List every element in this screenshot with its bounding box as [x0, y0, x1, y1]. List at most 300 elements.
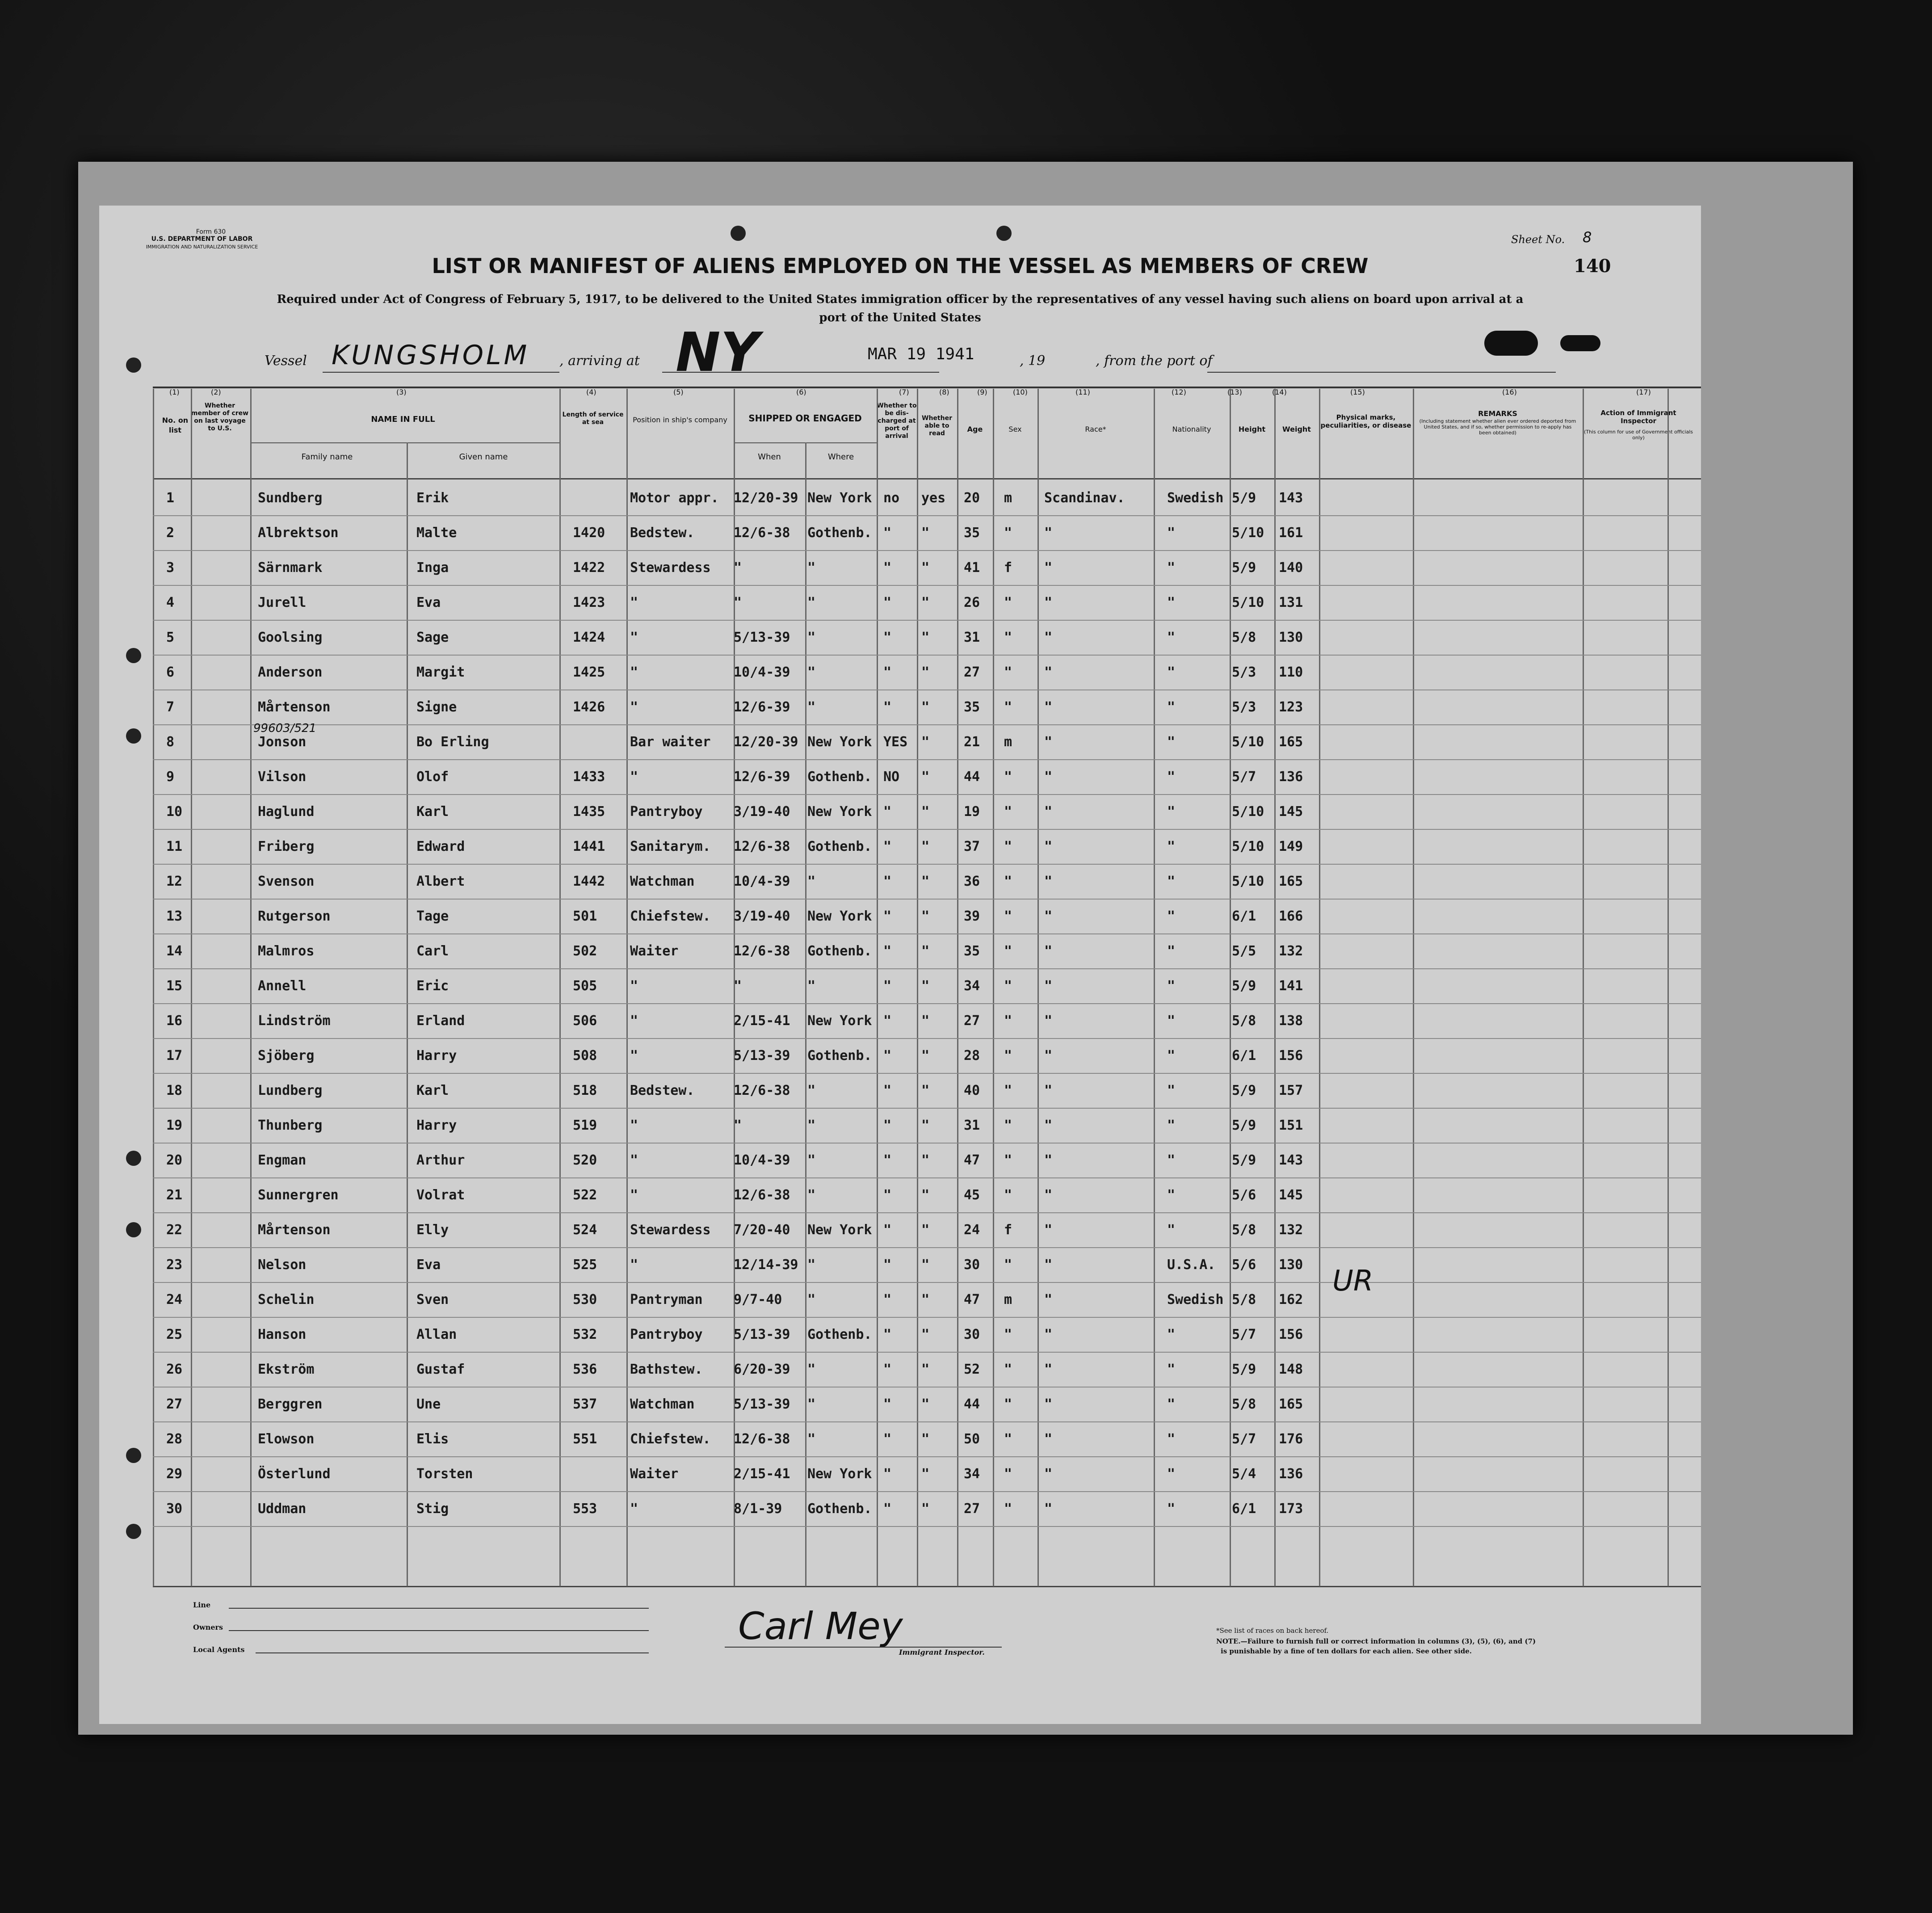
cell-age: 37 — [964, 839, 980, 854]
cell-shipped-when: 12/6-38 — [734, 839, 790, 854]
cell-shipped-where: " — [807, 1187, 816, 1203]
cell-shipped-where: " — [807, 1118, 816, 1133]
cell-family-name: Lindström — [258, 1013, 331, 1029]
arriving-label: , arriving at — [559, 353, 640, 369]
cell-weight: 141 — [1279, 978, 1303, 994]
cell-height: 5/10 — [1232, 874, 1264, 889]
cell-given-name: Gustaf — [416, 1362, 465, 1377]
cell-able-to-read: " — [921, 1431, 930, 1447]
cell-discharged: " — [883, 1083, 892, 1098]
cell-shipped-where: " — [807, 560, 816, 576]
cell-discharged: " — [883, 595, 892, 610]
cell-sex: " — [1004, 525, 1012, 541]
cell-family-name: Svenson — [258, 874, 315, 889]
cell-shipped-when: " — [734, 1118, 742, 1133]
cell-family-name: Sundberg — [258, 490, 323, 506]
cell-sex: " — [1004, 769, 1012, 785]
cell-age: 31 — [964, 630, 980, 645]
table-row — [153, 1421, 1701, 1457]
inspector-label: Immigrant Inspector. — [899, 1648, 985, 1657]
cell-race: " — [1044, 839, 1053, 854]
col-number: (3) — [396, 388, 407, 396]
cell-age: 41 — [964, 560, 980, 576]
table-row — [153, 1352, 1701, 1387]
cell-sex: " — [1004, 839, 1012, 854]
cell-row-number: 10 — [166, 804, 183, 820]
cell-age: 27 — [964, 1501, 980, 1517]
cell-able-to-read: " — [921, 943, 930, 959]
cell-weight: 130 — [1279, 1257, 1303, 1273]
col-head-action: Action of Immigrant Inspector — [1600, 409, 1676, 425]
cell-position: Motor appr. — [630, 490, 719, 506]
cell-family-name: Sunnergren — [258, 1187, 339, 1203]
cell-position: " — [630, 1257, 638, 1273]
cell-able-to-read: " — [921, 1466, 930, 1482]
cell-given-name: Edward — [416, 839, 465, 854]
cell-discharged: " — [883, 1013, 892, 1029]
cell-row-number: 8 — [166, 734, 175, 750]
page-number: 140 — [1574, 256, 1611, 277]
cell-service-length: 502 — [573, 943, 597, 959]
cell-height: 5/8 — [1232, 1222, 1256, 1238]
cell-race: " — [1044, 769, 1053, 785]
cell-position: Bedstew. — [630, 525, 695, 541]
cell-shipped-when: 5/13-39 — [734, 630, 790, 645]
cell-age: 47 — [964, 1152, 980, 1168]
cell-race: " — [1044, 978, 1053, 994]
cell-sex: " — [1004, 595, 1012, 610]
table-row — [153, 515, 1701, 551]
cell-able-to-read: " — [921, 769, 930, 785]
cell-row-number: 19 — [166, 1118, 183, 1133]
cell-height: 5/9 — [1232, 1118, 1256, 1133]
cell-service-length: 537 — [573, 1396, 597, 1412]
col-head-remarks-sub: (Including statement whether alien ever ordered deported from United States, and if so, whether permission to re-apply has been obtained) — [1419, 418, 1576, 436]
cell-race: " — [1044, 1466, 1053, 1482]
cell-given-name: Erik — [416, 490, 449, 506]
sheet-no-value: 8 — [1583, 229, 1592, 246]
cell-nationality: Swedish — [1167, 1292, 1224, 1308]
cell-position: Stewardess — [630, 1222, 711, 1238]
cell-age: 19 — [964, 804, 980, 820]
cell-age: 26 — [964, 595, 980, 610]
table-row — [153, 724, 1701, 760]
cell-row-number: 13 — [166, 908, 183, 924]
cell-shipped-where: Gothenb. — [807, 1501, 872, 1517]
port-underline — [662, 372, 939, 373]
cell-shipped-when: 3/19-40 — [734, 804, 790, 820]
col-number: (8) — [939, 388, 949, 396]
cell-able-to-read: " — [921, 908, 930, 924]
cell-shipped-when: 12/6-38 — [734, 943, 790, 959]
cell-height: 5/9 — [1232, 490, 1256, 506]
cell-position: Chiefstew. — [630, 1431, 711, 1447]
cell-weight: 123 — [1279, 699, 1303, 715]
cell-discharged: " — [883, 664, 892, 680]
cell-family-name: Malmros — [258, 943, 315, 959]
cell-discharged: " — [883, 1396, 892, 1412]
cell-weight: 132 — [1279, 1222, 1303, 1238]
cell-height: 6/1 — [1232, 908, 1256, 924]
cell-age: 44 — [964, 1396, 980, 1412]
cell-family-name: Anderson — [258, 664, 323, 680]
cell-given-name: Harry — [416, 1118, 457, 1133]
footer-note-2: NOTE.—Failure to furnish full or correct information in columns (3), (5), (6), and (7) — [1216, 1637, 1536, 1645]
col-number: (1) — [169, 388, 180, 396]
cell-row-number: 20 — [166, 1152, 183, 1168]
cell-discharged: " — [883, 1187, 892, 1203]
cell-nationality: " — [1167, 1048, 1176, 1064]
cell-nationality: U.S.A. — [1167, 1257, 1216, 1273]
cell-row-number: 5 — [166, 630, 175, 645]
cell-service-length: 519 — [573, 1118, 597, 1133]
punch-hole — [126, 728, 141, 744]
table-row — [153, 585, 1701, 621]
cell-sex: " — [1004, 978, 1012, 994]
cell-weight: 173 — [1279, 1501, 1303, 1517]
punch-hole — [126, 1524, 141, 1539]
cell-shipped-where: " — [807, 1431, 816, 1447]
cell-age: 24 — [964, 1222, 980, 1238]
cell-row-number: 1 — [166, 490, 175, 506]
from-port-label: , from the port of — [1096, 353, 1213, 369]
table-row — [153, 1038, 1701, 1074]
vessel-name: KUNGSHOLM — [332, 340, 530, 371]
col-number: (6) — [796, 388, 806, 396]
cell-given-name: Eric — [416, 978, 449, 994]
cell-shipped-where: " — [807, 1083, 816, 1098]
cell-discharged: " — [883, 1257, 892, 1273]
col-number: (15) — [1350, 388, 1365, 396]
cell-discharged: " — [883, 874, 892, 889]
cell-shipped-where: " — [807, 664, 816, 680]
cell-weight: 136 — [1279, 1466, 1303, 1482]
cell-service-length: 1435 — [573, 804, 605, 820]
cell-shipped-where: " — [807, 699, 816, 715]
table-row — [153, 480, 1701, 516]
cell-nationality: " — [1167, 1396, 1176, 1412]
col-head-position: Position in ship's company — [633, 416, 727, 424]
cell-height: 5/9 — [1232, 560, 1256, 576]
cell-service-length: 1423 — [573, 595, 605, 610]
cell-position: " — [630, 595, 638, 610]
cell-family-name: Sjöberg — [258, 1048, 315, 1064]
cell-shipped-when: 12/6-38 — [734, 1083, 790, 1098]
cell-nationality: " — [1167, 525, 1176, 541]
cell-nationality: " — [1167, 560, 1176, 576]
col-head-age: Age — [967, 425, 983, 433]
table-row — [153, 829, 1701, 865]
cell-service-length: 532 — [573, 1327, 597, 1342]
cell-position: Waiter — [630, 943, 679, 959]
cell-service-length: 1425 — [573, 664, 605, 680]
cell-able-to-read: " — [921, 1118, 930, 1133]
cell-sex: " — [1004, 943, 1012, 959]
cell-discharged: " — [883, 804, 892, 820]
cell-sex: " — [1004, 1083, 1012, 1098]
cell-age: 31 — [964, 1118, 980, 1133]
cell-able-to-read: " — [921, 1362, 930, 1377]
cell-shipped-when: " — [734, 595, 742, 610]
col-number: (10) — [1013, 388, 1028, 396]
punch-hole — [126, 1151, 141, 1166]
cell-weight: 157 — [1279, 1083, 1303, 1098]
cell-position: Watchman — [630, 874, 695, 889]
cell-race: " — [1044, 664, 1053, 680]
punch-hole — [731, 226, 746, 241]
cell-able-to-read: " — [921, 1396, 930, 1412]
date-stamp: MAR 19 1941 — [868, 345, 974, 363]
cell-shipped-when: 2/15-41 — [734, 1013, 790, 1029]
cell-given-name: Arthur — [416, 1152, 465, 1168]
col-head-discharged: Whether to be dis-charged at port of arrival — [877, 402, 917, 440]
cell-able-to-read: " — [921, 1222, 930, 1238]
table-row — [153, 759, 1701, 795]
cell-row-number: 14 — [166, 943, 183, 959]
col-head-where: Where — [827, 452, 854, 462]
cell-given-name: Sage — [416, 630, 449, 645]
cell-shipped-when: 12/20-39 — [734, 490, 798, 506]
cell-shipped-when: 8/1-39 — [734, 1501, 782, 1517]
cell-shipped-where: " — [807, 1152, 816, 1168]
cell-height: 5/6 — [1232, 1187, 1256, 1203]
cell-shipped-when: 3/19-40 — [734, 908, 790, 924]
cell-family-name: Vilson — [258, 769, 307, 785]
cell-row-number: 6 — [166, 664, 175, 680]
cell-row-number: 3 — [166, 560, 175, 576]
footer-owners-label: Owners — [193, 1623, 223, 1631]
cell-race: " — [1044, 943, 1053, 959]
cell-race: " — [1044, 1431, 1053, 1447]
cell-shipped-when: 5/13-39 — [734, 1327, 790, 1342]
cell-position: Pantryman — [630, 1292, 703, 1308]
cell-given-name: Margit — [416, 664, 465, 680]
cell-weight: 143 — [1279, 1152, 1303, 1168]
cell-given-name: Olof — [416, 769, 449, 785]
cell-height: 5/7 — [1232, 769, 1256, 785]
table-row — [153, 1456, 1701, 1492]
table-row — [153, 1247, 1701, 1283]
cell-position: Watchman — [630, 1396, 695, 1412]
cell-position: Sanitarym. — [630, 839, 711, 854]
cell-given-name: Eva — [416, 1257, 441, 1273]
manifest-sheet — [99, 206, 1701, 1724]
cell-row-number: 17 — [166, 1048, 183, 1064]
cell-nationality: " — [1167, 1501, 1176, 1517]
cell-discharged: " — [883, 839, 892, 854]
col-head-action-sub: (This column for use of Government officials only) — [1583, 429, 1693, 441]
cell-position: Waiter — [630, 1466, 679, 1482]
cell-sex: " — [1004, 1327, 1012, 1342]
cell-nationality: " — [1167, 908, 1176, 924]
cell-service-length: 522 — [573, 1187, 597, 1203]
cell-nationality: " — [1167, 1083, 1176, 1098]
cell-given-name: Torsten — [416, 1466, 473, 1482]
cell-age: 30 — [964, 1257, 980, 1273]
cell-given-name: Erland — [416, 1013, 465, 1029]
cell-discharged: " — [883, 560, 892, 576]
cell-given-name: Volrat — [416, 1187, 465, 1203]
footer-underline — [256, 1652, 649, 1653]
cell-race: " — [1044, 1362, 1053, 1377]
cell-shipped-where: " — [807, 1292, 816, 1308]
cell-family-name: Albrektson — [258, 525, 339, 541]
cell-able-to-read: " — [921, 560, 930, 576]
cell-shipped-when: 5/13-39 — [734, 1396, 790, 1412]
cell-sex: m — [1004, 1292, 1012, 1308]
cell-weight: 143 — [1279, 490, 1303, 506]
cell-sex: m — [1004, 734, 1012, 750]
cell-shipped-when: 10/4-39 — [734, 1152, 790, 1168]
department-label: U.S. DEPARTMENT OF LABOR — [151, 235, 253, 243]
remarks-handwritten-mark: UR — [1332, 1265, 1373, 1298]
punch-hole — [126, 648, 141, 663]
cell-shipped-where: " — [807, 874, 816, 889]
table-row — [153, 864, 1701, 900]
cell-service-length: 1441 — [573, 839, 605, 854]
cell-shipped-where: " — [807, 1362, 816, 1377]
cell-height: 5/9 — [1232, 1152, 1256, 1168]
arriving-port: NY — [676, 322, 760, 384]
cell-race: " — [1044, 1222, 1053, 1238]
cell-able-to-read: yes — [921, 490, 946, 506]
cell-row-number: 9 — [166, 769, 175, 785]
cell-shipped-where: New York — [807, 1013, 872, 1029]
cell-nationality: " — [1167, 1431, 1176, 1447]
cell-sex: " — [1004, 664, 1012, 680]
cell-given-name: Karl — [416, 804, 449, 820]
cell-family-name: Rutgerson — [258, 908, 331, 924]
table-row — [153, 1108, 1701, 1144]
cell-given-name: Sven — [416, 1292, 449, 1308]
cell-discharged: " — [883, 1327, 892, 1342]
col-head-given: Given name — [459, 452, 508, 462]
cell-position: Pantryboy — [630, 804, 703, 820]
cell-service-length: 505 — [573, 978, 597, 994]
cell-age: 45 — [964, 1187, 980, 1203]
form-number: Form 630 — [196, 228, 226, 235]
cell-age: 21 — [964, 734, 980, 750]
cell-nationality: " — [1167, 1013, 1176, 1029]
cell-position: Bedstew. — [630, 1083, 695, 1098]
cell-service-length: 518 — [573, 1083, 597, 1098]
cell-shipped-when: 12/6-39 — [734, 769, 790, 785]
col-number: (2) — [211, 388, 221, 396]
cell-weight: 166 — [1279, 908, 1303, 924]
cell-sex: " — [1004, 908, 1012, 924]
cell-shipped-when: 12/14-39 — [734, 1257, 798, 1273]
cell-shipped-when: 6/20-39 — [734, 1362, 790, 1377]
cell-weight: 165 — [1279, 874, 1303, 889]
cell-shipped-when: 12/6-38 — [734, 1187, 790, 1203]
cell-age: 47 — [964, 1292, 980, 1308]
sheet-no-label: Sheet No. — [1511, 233, 1565, 246]
cell-height: 5/10 — [1232, 525, 1264, 541]
cell-shipped-where: New York — [807, 1466, 872, 1482]
cell-discharged: " — [883, 630, 892, 645]
cell-shipped-where: New York — [807, 908, 872, 924]
cell-family-name: Jurell — [258, 595, 307, 610]
footer-line-label: Line — [193, 1601, 211, 1609]
table-row — [153, 794, 1701, 830]
cell-height: 5/10 — [1232, 595, 1264, 610]
cell-sex: " — [1004, 874, 1012, 889]
cell-row-number: 25 — [166, 1327, 183, 1342]
table-row — [153, 1003, 1701, 1039]
cell-sex: f — [1004, 1222, 1012, 1238]
cell-shipped-when: 9/7-40 — [734, 1292, 782, 1308]
col-number: (4) — [586, 388, 596, 396]
cell-shipped-when: 12/6-38 — [734, 1431, 790, 1447]
cell-shipped-where: " — [807, 1257, 816, 1273]
table-row — [153, 1177, 1701, 1213]
header-divider — [153, 478, 1701, 479]
cell-nationality: " — [1167, 1187, 1176, 1203]
cell-shipped-when: 5/13-39 — [734, 1048, 790, 1064]
cell-discharged: " — [883, 699, 892, 715]
cell-service-length: 1420 — [573, 525, 605, 541]
cell-shipped-where: Gothenb. — [807, 1327, 872, 1342]
cell-position: " — [630, 630, 638, 645]
cell-height: 5/9 — [1232, 1362, 1256, 1377]
cell-height: 5/6 — [1232, 1257, 1256, 1273]
cell-family-name: Ekström — [258, 1362, 315, 1377]
cell-discharged: " — [883, 978, 892, 994]
cell-sex: " — [1004, 804, 1012, 820]
cell-given-name: Elis — [416, 1431, 449, 1447]
cell-service-length: 530 — [573, 1292, 597, 1308]
cell-age: 34 — [964, 1466, 980, 1482]
punch-hole — [126, 1448, 141, 1463]
cell-family-name: Hanson — [258, 1327, 307, 1342]
cell-family-name: Friberg — [258, 839, 315, 854]
cell-given-name: Signe — [416, 699, 457, 715]
cell-family-name: Lundberg — [258, 1083, 323, 1098]
cell-given-name: Malte — [416, 525, 457, 541]
service-label: IMMIGRATION AND NATURALIZATION SERVICE — [146, 244, 258, 250]
cell-able-to-read: " — [921, 978, 930, 994]
ink-blot — [1484, 331, 1538, 356]
col-head-length: Length of service at sea — [562, 411, 624, 426]
cell-weight: 138 — [1279, 1013, 1303, 1029]
cell-age: 28 — [964, 1048, 980, 1064]
cell-position: Chiefstew. — [630, 908, 711, 924]
cell-row-number: 26 — [166, 1362, 183, 1377]
cell-given-name: Eva — [416, 595, 441, 610]
cell-weight: 131 — [1279, 595, 1303, 610]
cell-discharged: YES — [883, 734, 908, 750]
cell-age: 27 — [964, 1013, 980, 1029]
cell-weight: 145 — [1279, 1187, 1303, 1203]
cell-height: 5/7 — [1232, 1327, 1256, 1342]
cell-position: " — [630, 769, 638, 785]
cell-shipped-where: New York — [807, 734, 872, 750]
cell-service-length: 553 — [573, 1501, 597, 1517]
col-number: (7) — [899, 388, 909, 396]
cell-nationality: " — [1167, 595, 1176, 610]
col-number: (16) — [1502, 388, 1517, 396]
cell-position: " — [630, 1187, 638, 1203]
cell-able-to-read: " — [921, 839, 930, 854]
cell-row-number: 27 — [166, 1396, 183, 1412]
cell-family-name: Goolsing — [258, 630, 323, 645]
cell-family-name: Berggren — [258, 1396, 323, 1412]
cell-service-length: 536 — [573, 1362, 597, 1377]
table-row — [153, 550, 1701, 586]
cell-weight: 136 — [1279, 769, 1303, 785]
cell-service-length: 501 — [573, 908, 597, 924]
cell-race: " — [1044, 1327, 1053, 1342]
